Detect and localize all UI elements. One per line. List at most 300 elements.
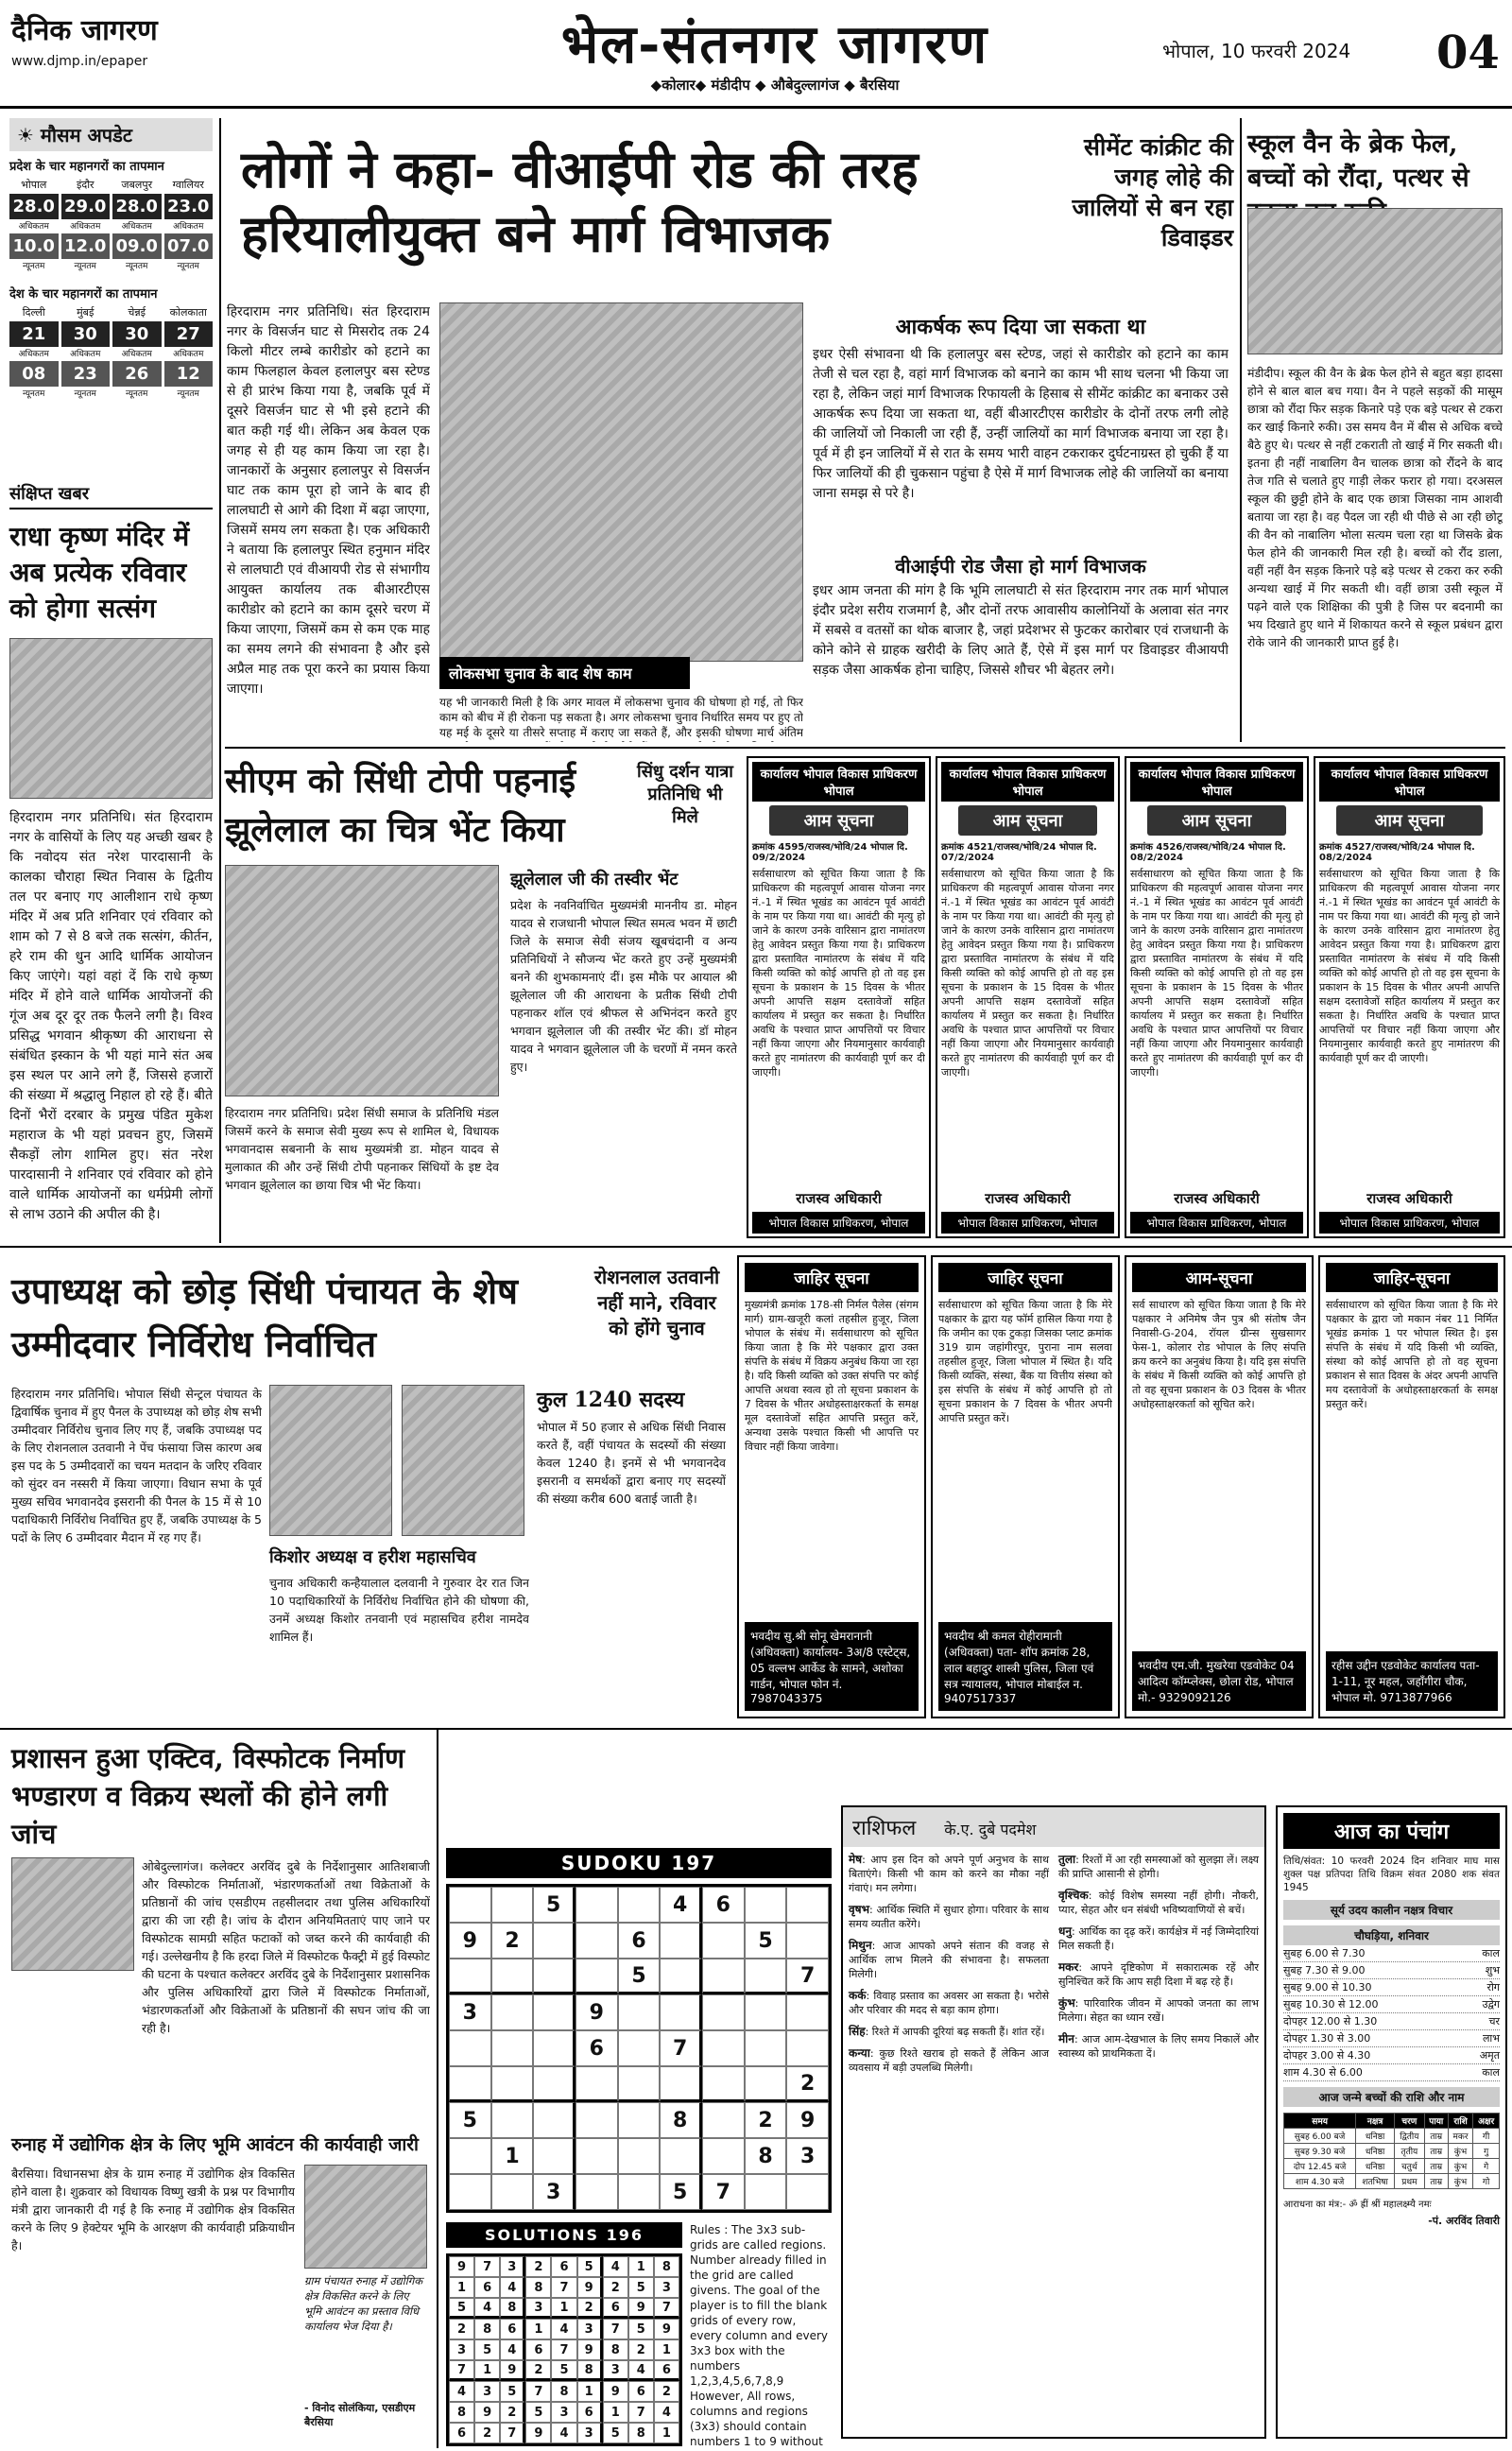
solution-cell: 6 (577, 2402, 603, 2423)
public-notice: कार्यालय भोपाल विकास प्राधिकरण भोपाल आम सूचना क्रमांक 4526/राजस्व/भोवि/24 भोपाल दि. 08/2/2024 सर्वसाधारण को सूचित किया जाता है कि प्राधिकरण की महत्वपूर्ण आवास योजना नगर नं.-1 में स्थित भूखंड का आवंटन पूर्व आवंटी के नाम पर किया गया था। आवंटी की मृत्यु हो जाने के कारण उनके वारिसान द्वारा नामांतरण हेतु आवेदन प्रस्तुत किया गया है। प्राधिकरण द्वारा प्रस्तावित नामांतरण के संबंध में यदि किसी व्यक्ति को कोई आपत्ति हो तो वह इस सूचना के प्रकाशन के 15 दिवस के भीतर अपनी आपत्ति सक्षम दस्तावेजों सहित कार्यालय में प्रस्तुत कर सकता है। निर्धारित अवधि के पश्चात प्राप्त आपत्तियों पर विचार नहीं किया जाएगा और नियमानुसार कार्यवाही करते हुए नामांतरण की कार्यवाही पूर्ण कर दी जाएगी। राजस्व अधिकारी भोपाल विकास प्राधिकरण, भोपाल (1125, 756, 1309, 1238)
city-temp: इंदौर 29.0 अधिकतम 12.0 न्यूनतम (61, 178, 111, 271)
city-temp: भोपाल 28.0 अधिकतम 10.0 न्यूनतम (9, 178, 59, 271)
table-cell: शाम 4.30 बजे (1284, 2174, 1356, 2189)
lead-photo (439, 302, 803, 662)
sudoku-cell (576, 1923, 618, 1959)
sun-icon: ☀ (17, 124, 41, 147)
election-sidebox: रोशनलाल उतवानी नहीं माने, रविवार को होंगे चुनाव (593, 1266, 720, 1339)
solution-cell: 5 (449, 2298, 474, 2319)
solution-cell: 8 (603, 2339, 628, 2360)
classified-ad: जाहिर सूचना मुख्यमंत्री क्रमांक 178-सी निर्मल पैलेस (संगम मार्ग) ग्राम-खजूरी कलां तहसील हुजूर, जिला भोपाल के संबंध में। सर्वसाधारण को सूचित किया जाता है कि मेरे पक्षकार द्वारा उक्त संपत्ति के संबंध में विक्रय अनुबंध किया जा रहा है। यदि किसी व्यक्ति को उक्त संपत्ति पर कोई आपत्ति अथवा स्वत्व हो तो सूचना प्रकाशन के 7 दिवस के भीतर अधोहस्ताक्षरकर्ता के समक्ष मूल दस्तावेजों सहित आपत्ति प्रस्तुत करें, अन्यथा उसके पश्चात किसी भी आपत्ति पर विचार नहीं किया जावेगा। भवदीय सु.श्री सोनू खेमरानानी (अधिवक्ता) कार्यालय- 3अ/8 एस्टेट्स, 05 वल्लभ आर्केड के सामने, अशोका गार्डन, भोपाल फोन नं. 7987043375 (737, 1255, 926, 1718)
sudoku-cell: 3 (533, 2174, 576, 2210)
admin-body: ओबेदुल्लागंज। कलेक्टर अरविंद दुबे के निर्देशानुसार आतिशबाजी और विस्फोटक निर्माताओं, भंडारणकर्ताओं तथा विक्रेताओं के प्रतिष्ठानों की जांच एसडीएम तहसीलदार तथा पुलिस अधिकारियों द्वारा की जा रही है। जांच के दौरान अनियमितताएं पाए जाने पर विस्फोटक सामग्री सहित फटाकों को जब्त करने की कार्यवाही की गई। उल्लेखनीय है कि हरदा जिले में विस्फोटक फैक्ट्री में हुई विस्फोट की घटना के पश्चात कलेक्टर अरविंद दुबे के निर्देशानुसार प्रशासनिक और पुलिस अधिकारियों द्वारा जिले में विस्फोटक निर्माताओं, भंडारणकर्ताओं और विक्रेताओं के प्रतिष्ठानों की सघन जांच की जा रही है। (142, 1859, 430, 2035)
solution-cell: 4 (603, 2256, 628, 2277)
zodiac-text: आपने दृष्टिकोण में सकारात्मक रहें और सुनिश्चित करें कि आप सही दिशा में बढ़ रहे हैं। (1058, 1961, 1260, 1988)
chogadiya-time: शाम 4.30 से 6.00 (1283, 2066, 1363, 2079)
brief-headline[interactable]: राधा कृष्ण मंदिर में अब प्रत्येक रविवार को होगा सत्संग (9, 521, 190, 624)
sudoku-cell (745, 2174, 787, 2210)
table-cell: ताम्र (1424, 2174, 1448, 2189)
election-photo-caption: किशोर अध्यक्ष व हरीश महासचिव (269, 1547, 476, 1567)
solution-cell: 2 (474, 2423, 500, 2443)
sudoku-cell: 6 (618, 1923, 661, 1959)
sudoku-cell (745, 1994, 787, 2030)
table-cell: कुंभ (1448, 2144, 1472, 2159)
lead-sub2: वीआईपी रोड जैसा हो मार्ग विभाजक (895, 555, 1146, 578)
solution-cell: 7 (500, 2423, 525, 2443)
section-divider (0, 1728, 1512, 1730)
sudoku-cell (702, 2102, 745, 2138)
chogadiya-row (1283, 1979, 1500, 1996)
solution-cell: 3 (449, 2339, 474, 2360)
brief-body: हिरदाराम नगर प्रतिनिधि। संत हिरदाराम नगर के वासियों के लिए यह अच्छी खबर है कि नवोदय संत नरेश पारदासानी के कालका चौराहा स्थित निवास के द्वितीय तल पर बनाए गए आलीशान राधे कृष्ण मंदिर में अब प्रति शनिवार एवं रविवार को शाम को 7 से 8 बजे तक सत्संग, कीर्तन, हरे राम की धुन आदि धार्मिक आयोजन किए जाएंगे। यहां वहां दें कि राधे कृष्ण मंदिर में होने वाले धार्मिक आयोजनों की गूंज अब दूर दूर तक फैलने लगी है। विश्व प्रसिद्ध भगवान श्रीकृष्ण की आराधना से संबंधित इस्कान के भी यहां माने संत अब इस स्थल पर आने लगे हैं, जिससे हजारों की संख्या में श्रद्धालु निहाल हो रहे हैं। बीते दिनों भैरों दरबार के प्रमुख पंडित मुकेश महाराज के भी यहां प्रवचन हुए, जिसमें सैकड़ों लोग शामिल हुए। संत नरेश पारदासानी ने शनिवार एवं रविवार को होने वाले धार्मिक आयोजनों का धर्मप्रेमी लोगों से लाभ उठाने की अपील की है। (9, 810, 213, 1222)
classified-ad: आम-सूचना सर्व साधारण को सूचित किया जाता है कि मेरे पक्षकार ने अनिमेष जैन पुत्र श्री संतोष जैन निवासी-G-204, रॉयल ग्रीन्स सुखसागर फेस-1, कोलार रोड भोपाल के लिए संपत्ति क्रय करने का अनुबंध किया है। यदि इस संपत्ति के संबंध में किसी व्यक्ति को कोई आपत्ति हो तो वह सूचना प्रकाशन के 03 दिवस के भीतर अधोहस्ताक्षरकर्ता को सूचित करे। भवदीय एम.जी. मुखरेया एडवोकेट 04 आदित्य कॉम्प्लेक्स, छोला रोड, भोपाल मो.- 9329092126 (1125, 1255, 1314, 1718)
admin-photo (11, 1857, 134, 1971)
page-number: 04 (1436, 26, 1500, 79)
zodiac-sign: मेष (849, 1853, 863, 1866)
public-notice: कार्यालय भोपाल विकास प्राधिकरण भोपाल आम सूचना क्रमांक 4527/राजस्व/भोवि/24 भोपाल दि. 08/2/2024 सर्वसाधारण को सूचित किया जाता है कि प्राधिकरण की महत्वपूर्ण आवास योजना नगर नं.-1 में स्थित भूखंड का आवंटन पूर्व आवंटी के नाम पर किया गया था। आवंटी की मृत्यु हो जाने के कारण उनके वारिसान द्वारा नामांतरण हेतु आवेदन प्रस्तुत किया गया है। प्राधिकरण द्वारा प्रस्तावित नामांतरण के संबंध में यदि किसी व्यक्ति को कोई आपत्ति हो तो वह इस सूचना के प्रकाशन के 15 दिवस के भीतर अपनी आपत्ति सक्षम दस्तावेजों सहित कार्यालय में प्रस्तुत कर सकता है। निर्धारित अवधि के पश्चात प्राप्त आपत्तियों पर विचार नहीं किया जाएगा और नियमानुसार कार्यवाही करते हुए नामांतरण की कार्यवाही पूर्ण कर दी जाएगी। राजस्व अधिकारी भोपाल विकास प्राधिकरण, भोपाल (1314, 756, 1505, 1238)
edition-title: भेल-संतनगर जागरण (560, 13, 989, 76)
lead-body: हिरदाराम नगर प्रतिनिधि। संत हिरदाराम नगर के विसर्जन घाट से मिसरोद तक 24 किलो मीटर लम्बे कारीडोर को हटाने का काम फिलहाल केवल हलालपुर बस स्टेण्ड से ही प्रारंभ किया गया है, जबकि पूर्व में दूसरे विसर्जन घाट से भी इसे हटाने की बात कही गई थी। लेकिन अब केवल एक जगह से ही यह काम किया जा रहा है। जानकारों के अनुसार हलालपुर से विसर्जन घाट तक काम पूरा हो जाने के बाद ही लालघाटी से आगे की दिशा में बढ़ा जाएगा, जिसमें समय लग सकता है। एक अधिकारी ने बताया कि हलालपुर स्थित हनुमान मंदिर से लालघाटी एवं वीआयपी रोड से संभागीय आयुक्त कार्यालय तक बीआरटीएस कारीडोर को हटाने का काम दूसरे चरण में किया जाएगा, जिसमें कम से कम एक माह का समय लगने की संभावना है और इसे अप्रैल माह तक पूरा करने का प्रयास किया जाएगा। (227, 304, 430, 697)
zodiac-sign: वृषभ (849, 1903, 870, 1916)
table-header: चरण (1395, 2114, 1425, 2129)
solution-cell: 1 (603, 2402, 628, 2423)
weather-title: ☀ मौसम अपडेट (9, 118, 213, 151)
chogadiya-name: रोग (1486, 1981, 1500, 1994)
table-header: नक्षत्र (1356, 2114, 1395, 2129)
sudoku-cell (660, 1994, 702, 2030)
chogadiya-row (1283, 2030, 1500, 2047)
chogadiya-name: अमृत (1479, 2049, 1500, 2062)
lead-sub2-body: इधर आम जनता की मांग है कि भूमि लालघाटी से संत हिरदाराम नगर तक मार्ग भोपाल इंदौर प्रदेश सरीय राजमार्ग है, और दोनों तरफ आवासीय कालोनियों के अलावा संत नगर में सबसे व वतसों का थोक बाजार है, जहां प्रदेशभर से फुटकर कारोबार एवं राजधानी के कोने कोने से ग्राहक खरीदी के लिए आते हैं, ऐसे में इस मार्ग पर डिवाइडर वीआयपी सड़क जैसा आकर्षक होना चाहिए, जिससे शौचर भी बेहतर लगे। (813, 583, 1228, 678)
sudoku-cell (745, 2066, 787, 2102)
sudoku-cell (618, 2102, 661, 2138)
sudoku-cell: 5 (618, 1959, 661, 1994)
sudoku-cell: 5 (660, 2174, 702, 2210)
solution-cell: 8 (628, 2423, 654, 2443)
solution-cell: 5 (628, 2319, 654, 2339)
sudoku-cell (491, 1887, 534, 1923)
chogadiya-time: सुबह 6.00 से 7.30 (1283, 1947, 1366, 1959)
horoscope-item: मकर: आपने दृष्टिकोण में सकारात्मक रहें और सुनिश्चित करें कि आप सही दिशा में बढ़ रहे हैं। (1058, 1960, 1260, 1988)
sudoku-cell (533, 2066, 576, 2102)
official-quote: ग्राम पंचायत रुनाह में उद्योगिक क्षेत्र विकसित करने के लिए भूमि आवंटन का प्रस्ताव विधि कार्यालय भेज दिया है। (304, 2274, 423, 2333)
solution-cell: 7 (551, 2277, 576, 2298)
horoscope-item: कन्या: कुछ रिश्ते खराब हो सकते हैं लेकिन आज व्यवसाय में बड़ी उपलब्धि मिलेगी। (849, 2046, 1049, 2074)
table-cell: दोप 12.45 बजे (1284, 2159, 1356, 2174)
chogadiya-time: सुबह 9.00 से 10.30 (1283, 1981, 1372, 1994)
panchang-mantra: आराधना का मंत्र:- ॐ ह्रीं श्रीं महालक्ष्म्यै नमः (1283, 2200, 1432, 2210)
sudoku-cell: 6 (702, 1887, 745, 1923)
horoscope-item: तुला: रिश्तों में आ रही समस्याओं को सुलझा लें। लक्ष्य की प्राप्ति आसानी से होगी। (1058, 1853, 1259, 1880)
solution-cell: 5 (603, 2423, 628, 2443)
sudoku-cell (449, 2138, 491, 2174)
solution-cell: 6 (628, 2381, 654, 2402)
official-quote-by: - विनोद सोलंकिया, एसडीएम बैरसिया (304, 2402, 416, 2428)
city-temp: ग्वालियर 23.0 अधिकतम 07.0 न्यूनतम (164, 178, 214, 271)
horoscope-item: मीन: आज आम-देखभाल के लिए समय निकालें और स्वास्थ्य को प्राथमिकता दें। (1058, 2032, 1260, 2060)
city-temp: कोलकाता 27 अधिकतम 12 न्यूनतम (164, 305, 214, 399)
zodiac-text: आर्थिक का दृढ़ करें। कार्यक्षेत्र में नई जिम्मेदारियां मिल सकती हैं। (1058, 1925, 1260, 1952)
chogadiya-row (1283, 1962, 1500, 1979)
sudoku-cell (660, 1959, 702, 1994)
sudoku-cell (533, 1923, 576, 1959)
official-photo (304, 2165, 427, 2269)
sudoku-cell: 9 (449, 1923, 491, 1959)
solution-cell: 5 (551, 2360, 576, 2381)
table-row (1284, 2174, 1500, 2189)
sudoku-cell: 8 (660, 2102, 702, 2138)
solution-cell: 1 (551, 2298, 576, 2319)
sudoku-cell (449, 2066, 491, 2102)
solution-cell: 8 (577, 2360, 603, 2381)
brief-photo (9, 638, 213, 799)
table-row (1284, 2129, 1500, 2144)
zodiac-text: आज आम-देखभाल के लिए समय निकालें और स्वास्थ्य को प्राथमिकता दें। (1058, 2033, 1260, 2060)
zodiac-sign: कन्या (849, 2046, 870, 2060)
paper-url[interactable]: www.djmp.in/epaper (11, 54, 148, 69)
table-cell: ताम्र (1424, 2144, 1448, 2159)
sudoku-cell (786, 1923, 829, 1959)
sudoku-cell: 9 (786, 2102, 829, 2138)
members-heading: कुल 1240 सदस्य (537, 1388, 685, 1412)
classified-ad: जाहिर सूचना सर्वसाधारण को सूचित किया जाता है कि मेरे पक्षकार के द्वारा यह फॉर्म हासिल किया गया है कि जमीन का एक टुकड़ा जिसका प्लाट क्रमांक 319 ग्राम जहांगीरपुर, पुराना नाम सलवा तहसील हुजूर, जिला भोपाल में स्थित है। यदि किसी व्यक्ति, संस्था, बैंक या वित्तीय संस्था को इस संपत्ति के संबंध में कोई आपत्ति हो तो सूचना प्रकाशन के 7 दिवस के भीतर अपनी आपत्ति प्रस्तुत करें। भवदीय श्री कमल रोहीरामानी (अधिवक्ता) पता- शॉप क्रमांक 28, लाल बहादुर शास्त्री पुलिस, जिला एवं सत्र न्यायालय, भोपाल मोबाईल न. 9407517337 (931, 1255, 1120, 1718)
solution-cell: 2 (628, 2339, 654, 2360)
table-cell: मकर (1448, 2129, 1472, 2144)
zodiac-text: आप इस दिन को अपने पूर्ण अनुभव के साथ बिताएंगे। किसी भी काम को करने का मौका नहीं गंवाएं। मन लगेगा। (849, 1854, 1050, 1894)
chogadiya-row (1283, 1996, 1500, 2013)
solution-cell: 5 (474, 2339, 500, 2360)
horoscope-item: धनु: आर्थिक का दृढ़ करें। कार्यक्षेत्र में नई जिम्मेदारियां मिल सकती हैं। (1058, 1925, 1260, 1952)
sudoku-cell (576, 1959, 618, 1994)
candidate-photo-2 (402, 1385, 524, 1536)
zodiac-text: विवाह प्रस्ताव का अवसर आ सकता है। भरोसे और परिवार की मदद से बड़ा काम होगा। (849, 1990, 1050, 2016)
sudoku-cell (491, 2066, 534, 2102)
zodiac-sign: धनु (1058, 1925, 1073, 1938)
sudoku-cell (618, 1994, 661, 2030)
sudoku-cell (702, 1994, 745, 2030)
sindhi-headline[interactable]: सीएम को सिंधी टोपी पहनाई झूलेलाल का चित्र भेंट किया (225, 761, 576, 850)
sudoku-cell: 3 (449, 1994, 491, 2030)
solution-cell: 3 (500, 2256, 525, 2277)
table-cell: द्वितीय (1395, 2129, 1425, 2144)
lead-sub1-body: इधर ऐसी संभावना थी कि हलालपुर बस स्टेण्ड, जहां से कारीडोर को हटाने का काम तेजी से चल रहा है, वहां मार्ग विभाजक को बनाने का काम भी साथ चलना भी किया जा रहा है, लेकिन जहां मार्ग विभाजक रिफायली के हिसाब से सीमेंट कांक्रीट का बनाकर उसे आकर्षक रूप दिया जा सकता था, वहीं बीआरटीएस कारीडोर के दोनों तरफ लगी लोहे की जालियों जो निकाली जा रही हैं, उन्हीं जालियों का मार्ग विभाजक बनाया जा रहा है। पूर्व में ही इन जालियों में से रात के समय भारी वाहन टकराकर दुर्घटनाग्रस्त हो चुकी हैं या फिर जालियों की ही चुकसान पहुंचा है ऐसे में मार्ग विभाजक लोहे की जालियों का बनाया जाना समझ से परे है। (813, 347, 1228, 501)
weather-box (9, 118, 213, 468)
public-notice: कार्यालय भोपाल विकास प्राधिकरण भोपाल आम सूचना क्रमांक 4521/राजस्व/भोवि/24 भोपाल दि. 07/2/2024 सर्वसाधारण को सूचित किया जाता है कि प्राधिकरण की महत्वपूर्ण आवास योजना नगर नं.-1 में स्थित भूखंड का आवंटन पूर्व आवंटी के नाम पर किया गया था। आवंटी की मृत्यु हो जाने के कारण उनके वारिसान द्वारा नामांतरण हेतु आवेदन प्रस्तुत किया गया है। प्राधिकरण द्वारा प्रस्तावित नामांतरण के संबंध में यदि किसी व्यक्ति को कोई आपत्ति हो तो वह इस सूचना के प्रकाशन के 15 दिवस के भीतर अपनी आपत्ति सक्षम दस्तावेजों सहित कार्यालय में प्रस्तुत कर सकता है। निर्धारित अवधि के पश्चात प्राप्त आपत्तियों पर विचार नहीं किया जाएगा और नियमानुसार कार्यवाही करते हुए नामांतरण की कार्यवाही पूर्ण कर दी जाएगी। राजस्व अधिकारी भोपाल विकास प्राधिकरण, भोपाल (936, 756, 1120, 1238)
solution-cell: 4 (551, 2319, 576, 2339)
sudoku-cell (745, 2030, 787, 2066)
state-temp-row (9, 178, 213, 271)
chogadiya-name: लाभ (1482, 2032, 1500, 2045)
solution-cell: 9 (577, 2339, 603, 2360)
table-cell: चतुर्थ (1395, 2159, 1425, 2174)
zodiac-text: कोई विशेष समस्या नहीं होगी। नौकरी, प्यार, सेहत और धन संबंधी भविष्यवाणियों से बचें। (1058, 1890, 1259, 1916)
sudoku-cell: 5 (449, 2102, 491, 2138)
solution-cell: 5 (628, 2277, 654, 2298)
chogadiya-row (1283, 2064, 1500, 2081)
horoscope-item: वृषभ: आर्थिक स्थिति में सुधार होगा। परिवार के साथ समय व्यतीत करेंगे। (849, 1903, 1050, 1930)
sudoku-rules: Rules : The 3x3 sub-grids are called regions. Number already filled in the grid are called givens. The goal of the player is to fill the blank grids of every row, every column and every 3x3 box with the numbers 1,2,3,4,5,6,7,8,9 However, All rows, columns and regions (3x3) should contain numbers 1 to 9 without (690, 2223, 828, 2448)
solution-grid (446, 2253, 682, 2446)
sudoku-cell (449, 2030, 491, 2066)
zodiac-text: रिश्तों में आ रही समस्याओं को सुलझा लें। लक्ष्य की प्राप्ति आसानी से होगी। (1058, 1854, 1259, 1880)
sudoku-cell: 8 (745, 2138, 787, 2174)
solution-cell: 1 (654, 2339, 679, 2360)
solution-cell: 5 (577, 2256, 603, 2277)
solution-cell: 7 (603, 2319, 628, 2339)
horoscope-author: के.ए. दुबे पदमेश (944, 1821, 1037, 1838)
sudoku-cell (576, 1887, 618, 1923)
sudoku-cell (576, 2174, 618, 2210)
table-cell: गु (1473, 2144, 1500, 2159)
panchang-box (1276, 1805, 1507, 2439)
candidate-photo-1 (269, 1385, 392, 1536)
zodiac-sign: सिंह (849, 2025, 866, 2038)
election-caption-body: चुनाव अधिकारी कन्हैयालाल दलवानी ने गुरुवार देर रात जिन 10 पदाधिकारियों के निर्विरोध निर्वाचित होने की घोषणा की, उनमें अध्यक्ष किशोर तनवानी एवं महासचिव हरीश नामदेव शामिल हैं। (269, 1576, 529, 1644)
solution-cell: 8 (551, 2381, 576, 2402)
solution-cell: 3 (474, 2381, 500, 2402)
table-cell: ताम्र (1424, 2159, 1448, 2174)
chogadiya-time: सुबह 7.30 से 9.00 (1283, 1964, 1366, 1976)
sudoku-cell: 4 (660, 1887, 702, 1923)
zodiac-sign: कुंभ (1058, 1996, 1075, 2010)
sudoku-solution (446, 2222, 682, 2451)
solution-cell: 8 (500, 2298, 525, 2319)
chogadiya-time: दोपहर 12.00 से 1.30 (1283, 2015, 1378, 2028)
edition-date: भोपाल, 10 फरवरी 2024 (1162, 40, 1351, 62)
admin-headline[interactable]: प्रशासन हुआ एक्टिव, विस्फोटक निर्माण भण्डारण व विक्रय स्थलों की होने लगी जांच (11, 1742, 405, 1850)
solution-cell: 7 (525, 2381, 551, 2402)
solution-cell: 7 (551, 2339, 576, 2360)
table-cell: ताम्र (1424, 2129, 1448, 2144)
land-body: बैरसिया। विधानसभा क्षेत्र के ग्राम रुनाह में उद्योगिक क्षेत्र विकसित होने वाला है। शुक्रवार को विधायक विष्णु खत्री के प्रश्न पर विभागीय मंत्री द्वारा जानकारी दी गई है कि रुनाह में उद्योगिक क्षेत्र विकसित करने के लिए 9 हेक्टेयर भूमि के आरक्षण की कार्यवाही प्रक्रियाधीन है। (11, 2166, 295, 2253)
sudoku-cell (576, 2138, 618, 2174)
section-divider (0, 1246, 1512, 1248)
sudoku-cell: 7 (660, 2030, 702, 2066)
chogadiya-name: उद्वेग (1482, 1998, 1500, 2011)
sudoku-cell: 2 (491, 1923, 534, 1959)
solution-cell: 7 (474, 2256, 500, 2277)
solution-cell: 8 (654, 2256, 679, 2277)
edition-title-block (529, 13, 1021, 95)
birth-table-title: आज जन्मे बच्चों की राशि और नाम (1283, 2087, 1500, 2107)
solution-cell: 9 (577, 2277, 603, 2298)
sudoku-cell (491, 2102, 534, 2138)
solution-cell: 8 (474, 2319, 500, 2339)
paper-name: दैनिक जागरण (11, 14, 158, 47)
edition-areas: ◆कोलार◆ मंडीदीप ◆ औबेदुल्लागंज ◆ बैरसिया (650, 77, 900, 94)
sudoku-cell (491, 2174, 534, 2210)
horoscope-item: कुंभ: पारिवारिक जीवन में आपको जनता का लाभ मिलेगा। सेहत का ध्यान रखें। (1058, 1996, 1259, 2024)
zodiac-sign: मिथुन (849, 1939, 872, 1952)
land-headline[interactable]: रुनाह में उद्योगिक क्षेत्र के लिए भूमि आवंटन की कार्यवाही जारी (11, 2134, 419, 2155)
table-header: अक्षर (1473, 2114, 1500, 2129)
solution-cell: 4 (474, 2298, 500, 2319)
chogadiya-time: दोपहर 3.00 से 4.30 (1283, 2049, 1371, 2062)
solution-cell: 3 (577, 2423, 603, 2443)
sudoku-cell: 6 (576, 2030, 618, 2066)
solution-cell: 6 (551, 2256, 576, 2277)
solution-cell: 4 (551, 2423, 576, 2443)
sudoku-cell (702, 2138, 745, 2174)
sudoku-cell: 5 (745, 1923, 787, 1959)
birth-table (1283, 2113, 1500, 2189)
table-cell: धनिष्ठा (1356, 2144, 1395, 2159)
horoscope-item: मिथुन: आज आपको अपने संतान की वजह से आर्थिक लाभ मिलने की संभावना है। सफलता मिलेगी। (849, 1939, 1049, 1980)
sudoku-cell (618, 2030, 661, 2066)
state-temp-heading: प्रदेश के चार महानगरों का तापमान (9, 160, 164, 174)
solution-title: SOLUTIONS 196 (446, 2222, 682, 2248)
election-headline[interactable]: उपाध्यक्ष को छोड़ सिंधी पंचायत के शेष उम्मीदवार निर्विरोध निर्वाचित (11, 1269, 519, 1365)
zodiac-text: कुछ रिश्ते खराब हो सकते हैं लेकिन आज व्यवसाय में बड़ी उपलब्धि मिलेगी। (849, 2047, 1049, 2074)
chogadiya-row (1283, 1945, 1500, 1962)
election-body: हिरदाराम नगर प्रतिनिधि। भोपाल सिंधी सेन्ट्रल पंचायत के द्विवार्षिक चुनाव में हुए पैनल के उपाध्यक्ष को छोड़ शेष सभी उम्मीदवार निर्विरोध चुनाव लिए गए हैं, जबकि उपाध्यक्ष पद के लिए रोशनलाल उतवानी ने पेंच फंसाया जिस कारण अब इस पद के 5 उम्मीदवारों का चयन मतदान के जरिए रविवार को सुंदर वन नस्सरी में किया जाएगा। विधान सभा के पूर्व मुख्य सचिव भगवानदेव इसरानी की पैनल के 15 में से 10 पदाधिकारी निर्विरोध निर्वाचित हुए हैं, जबकि उपाध्यक्ष के 5 पदों के लिए 6 उम्मीदवार मैदान में रह गए हैं। (11, 1387, 262, 1545)
sindhi-body: प्रदेश के नवनिर्वाचित मुख्यमंत्री माननीय डा. मोहन यादव से राजधानी भोपाल स्थित समत्व भवन में छाटी जिले के समाज सेवी संजय खूबचंदानी व अन्य प्रतिनिधियों ने सौजन्य भेंट करते हुए उन्हें मुख्यमंत्री बनने की शुभकामनाएं दीं। इस मौके पर आयाल श्री झूलेलाल जी की आराधना के प्रतीक सिंधी टोपी पहनाकर शॉल एवं श्रीफल से अभिनंदन करते हुए भगवान झूलेलाल जी की तस्वीर भेंट की। डॉ मोहन यादव ने भगवान झूलेलाल जी के चरणों में नमन करते हुए। (510, 898, 737, 1074)
solution-cell: 8 (449, 2402, 474, 2423)
table-header: पाया (1424, 2114, 1448, 2129)
school-headline[interactable]: स्कूल वैन के ब्रेक फेल, बच्चों को रौंदा, पत्थर से (1247, 129, 1469, 193)
city-temp: जबलपुर 28.0 अधिकतम 09.0 न्यूनतम (112, 178, 162, 271)
solution-cell: 2 (525, 2360, 551, 2381)
sudoku-cell (660, 1923, 702, 1959)
sudoku-cell (449, 2174, 491, 2210)
sudoku-cell (449, 1887, 491, 1923)
table-cell: शतभिषा (1356, 2174, 1395, 2189)
solution-cell: 2 (525, 2256, 551, 2277)
solution-cell: 6 (525, 2339, 551, 2360)
solution-cell: 4 (500, 2339, 525, 2360)
sudoku-cell (702, 1959, 745, 1994)
sudoku-title: SUDOKU 197 (446, 1848, 832, 1878)
horoscope-column (1058, 1853, 1259, 2082)
solution-cell: 6 (474, 2277, 500, 2298)
lead-headline[interactable]: लोगों ने कहा- वीआईपी रोड की तरह हरियालीयुक्त बने मार्ग विभाजक (241, 139, 919, 264)
chogadiya-row (1283, 2047, 1500, 2064)
zodiac-sign: मीन (1058, 2032, 1074, 2045)
solution-cell: 6 (500, 2319, 525, 2339)
school-body: मंडीदीप। स्कूल की वैन के ब्रेक फेल होने से बहुत बड़ा हादसा होने से बाल बाल बच गया। वैन ने पहले सड़कों की मासूम छात्रा को रौंदा फिर सड़क किनारे पड़े एक बड़े पत्थर से टकरा कर खाई किनारे रुकी। उस समय वैन में बीस से अधिक बच्चे बैठे हुए थे। पत्थर से नहीं टकराती तो खाई में गिर सकती थी। इतना ही नहीं नाबालिग वैन चालक छात्रा को रौंदने के बाद तेज गति से चलाते हुए गाड़ी लेकर फरार हो गया। दरअसल स्कूल की छुट्टी होने के बाद एक छात्रा जिसका नाम आशवी बताया जा रहा है। वह पैदल जा रही थी पीछे से आ रही छोटू की वैन को नाबालिग भोला सत्यम चला रहा था जिसके ब्रेक फेल होने की जानकारी मिल रही है। बच्चों को रौंद डाला, वहीं नहीं वैन सड़क किनारे पड़े बड़े पत्थर से टकरा कर रुकी अन्यथा खाई में गिर सकती थी। वहीं छात्रा उसी स्कूल में पढ़ने वाले एक शिक्षिका की पुत्री है जिस पर बदनामी का भय दिखाते हुए थाने में शिकायत करने से स्कूल प्रबंधन द्वारा रोके जाने की जानकारी प्राप्त हुई है। (1247, 366, 1503, 649)
city-temp: दिल्ली 21 अधिकतम 08 न्यूनतम (9, 305, 59, 399)
sudoku-cell (491, 2030, 534, 2066)
solution-cell: 3 (551, 2402, 576, 2423)
solution-cell: 2 (603, 2277, 628, 2298)
sudoku-cell (491, 1994, 534, 2030)
panchang-author: -पं. अरविंद तिवारी (1428, 2215, 1500, 2227)
table-row (1284, 2144, 1500, 2159)
sindhi-subhead: झूलेलाल जी की तस्वीर भेंट (510, 870, 679, 889)
sudoku-solution-area (446, 2222, 832, 2451)
table-cell: गे (1473, 2159, 1500, 2174)
table-cell: कुंभ (1448, 2159, 1472, 2174)
sudoku-cell (702, 2066, 745, 2102)
sudoku-grid (446, 1884, 832, 2213)
solution-cell: 3 (525, 2298, 551, 2319)
sudoku-cell: 7 (786, 1959, 829, 1994)
sudoku-cell (533, 1994, 576, 2030)
sudoku-cell (660, 2066, 702, 2102)
sudoku-cell (702, 2030, 745, 2066)
city-temp: मुंबई 30 अधिकतम 23 न्यूनतम (61, 305, 111, 399)
panchang-body: तिथि/संवत: 10 फरवरी 2024 दिन शनिवार माघ मास शुक्ल पक्ष प्रतिपदा तिथि विक्रम संवत 2080 शक संवत 1945 (1283, 1856, 1500, 1893)
solution-cell: 2 (449, 2319, 474, 2339)
solution-cell: 4 (654, 2402, 679, 2423)
zodiac-sign: कर्क (849, 1989, 867, 2002)
sudoku-cell: 5 (533, 1887, 576, 1923)
zodiac-sign: तुला (1058, 1853, 1076, 1866)
paper-brand (11, 9, 295, 69)
sudoku-cell (449, 1959, 491, 1994)
sudoku-cell (491, 1959, 534, 1994)
solution-cell: 6 (449, 2423, 474, 2443)
masthead (0, 0, 1512, 109)
table-cell: प्रथम (1395, 2174, 1425, 2189)
zodiac-text: रिश्ते में आपकी दूरियां बढ़ सकती हैं। शांत रहें। (871, 2026, 1045, 2038)
solution-cell: 3 (654, 2277, 679, 2298)
classified-ad: जाहिर-सूचना सर्वसाधारण को सूचित किया जाता है कि मेरे पक्षकार के द्वारा जो मकान नंबर 11 निर्मित भूखंड क्रमांक 1 पर भोपाल स्थित है। इस संपत्ति के संबंध में यदि किसी भी व्यक्ति, संस्था को कोई आपत्ति हो तो वह सूचना प्रकाशन से सात दिवस के अंदर अपनी आपत्ति मय दस्तावेजों के अधोहस्ताक्षरकर्ता के समक्ष प्रस्तुत करें। रहीस उद्दीन एडवोकेट कार्यालय पता- 1-11, नूर महल, जहाँगीरा चौक, भोपाल मो. 9713877966 (1318, 1255, 1505, 1718)
solution-cell: 9 (449, 2256, 474, 2277)
sudoku-cell (618, 2138, 661, 2174)
lead-photo-caption: लोकसभा चुनाव के बाद शेष काम (439, 657, 690, 689)
sudoku-cell (533, 1959, 576, 1994)
zodiac-text: आज आपको अपने संतान की वजह से आर्थिक लाभ मिलने की संभावना है। सफलता मिलेगी। (849, 1940, 1049, 1980)
chogadiya-row (1283, 2013, 1500, 2030)
chogadiya-name: चर (1488, 2015, 1500, 2028)
sudoku-cell: 3 (786, 2138, 829, 2174)
sudoku-cell (786, 1887, 829, 1923)
solution-cell: 9 (654, 2319, 679, 2339)
solution-cell: 9 (474, 2402, 500, 2423)
sudoku-cell (533, 2102, 576, 2138)
table-cell: गो (1473, 2174, 1500, 2189)
sudoku-cell (576, 2066, 618, 2102)
solution-cell: 4 (500, 2277, 525, 2298)
table-cell: तृतीय (1395, 2144, 1425, 2159)
column-divider (219, 118, 221, 1243)
chogadiya-list (1283, 1945, 1500, 2081)
section-divider (225, 747, 1505, 749)
city-temp: चेन्नई 30 अधिकतम 26 न्यूनतम (112, 305, 162, 399)
brief-tag: संक्षिप्त खबर (9, 482, 213, 509)
horoscope-column (849, 1853, 1049, 2082)
solution-cell: 2 (577, 2298, 603, 2319)
sudoku-cell (533, 2030, 576, 2066)
table-cell: गी (1473, 2129, 1500, 2144)
panchang-subhead: सूर्य उदय कालीन नक्षत्र विचार (1283, 1900, 1500, 1920)
solution-cell: 1 (628, 2256, 654, 2277)
table-cell: सुबह 9.30 बजे (1284, 2144, 1356, 2159)
lead-sidebox: सीमेंट कांक्रीट की जगह लोहे की जालियों से बन रहा डिवाइडर (1072, 133, 1233, 251)
panchang-title: आज का पंचांग (1283, 1813, 1500, 1849)
table-cell: सुबह 6.00 बजे (1284, 2129, 1356, 2144)
solution-cell: 5 (500, 2381, 525, 2402)
horoscope-title: राशिफल के.ए. दुबे पदमेश (843, 1807, 1264, 1847)
horoscope-item: कर्क: विवाह प्रस्ताव का अवसर आ सकता है। भरोसे और परिवार की मदद से बड़ा काम होगा। (849, 1989, 1050, 2016)
horoscope-item: वृश्चिक: कोई विशेष समस्या नहीं होगी। नौकरी, प्यार, सेहत और धन संबंधी भविष्यवाणियों से बचें। (1058, 1889, 1259, 1916)
sudoku-cell (533, 2138, 576, 2174)
solution-cell: 7 (628, 2402, 654, 2423)
members-body: भोपाल में 50 हजार से अधिक सिंधी निवास करते हैं, वहीं पंचायत के सदस्यों की संख्या केवल 1240 है। इनमें से भी भगवानदेव इसरानी व समर्थकों द्वारा बनाए गए सदस्यों की संख्या करीब 600 बताई जाती है। (537, 1420, 726, 1506)
solution-cell: 1 (449, 2277, 474, 2298)
public-notice: कार्यालय भोपाल विकास प्राधिकरण भोपाल आम सूचना क्रमांक 4595/राजस्व/भोवि/24 भोपाल दि. 09/2/2024 सर्वसाधारण को सूचित किया जाता है कि प्राधिकरण की महत्वपूर्ण आवास योजना नगर नं.-1 में स्थित भूखंड का आवंटन पूर्व आवंटी के नाम पर किया गया था। आवंटी की मृत्यु हो जाने के कारण उनके वारिसान द्वारा नामांतरण हेतु आवेदन प्रस्तुत किया गया है। प्राधिकरण द्वारा प्रस्तावित नामांतरण के संबंध में यदि किसी व्यक्ति को कोई आपत्ति हो तो वह इस सूचना के प्रकाशन के 15 दिवस के भीतर अपनी आपत्ति सक्षम दस्तावेजों सहित कार्यालय में प्रस्तुत कर सकता है। निर्धारित अवधि के पश्चात प्राप्त आपत्तियों पर विचार नहीं किया जाएगा और नियमानुसार कार्यवाही करते हुए नामांतरण की कार्यवाही पूर्ण कर दी जाएगी। राजस्व अधिकारी भोपाल विकास प्राधिकरण, भोपाल (747, 756, 931, 1238)
sudoku-cell (618, 1887, 661, 1923)
solution-cell: 3 (603, 2360, 628, 2381)
solution-cell: 9 (500, 2360, 525, 2381)
chogadiya-time: सुबह 10.30 से 12.00 (1283, 1998, 1379, 2011)
solution-cell: 6 (654, 2360, 679, 2381)
chogadiya-title: चौघड़िया, शनिवार (1283, 1925, 1500, 1945)
horoscope-item: मेष: आप इस दिन को अपने पूर्ण अनुभव के साथ बिताएंगे। किसी भी काम को करने का मौका नहीं गंवाएं। मन लगेगा। (849, 1853, 1050, 1894)
sudoku-cell (660, 2138, 702, 2174)
solution-cell: 1 (654, 2423, 679, 2443)
